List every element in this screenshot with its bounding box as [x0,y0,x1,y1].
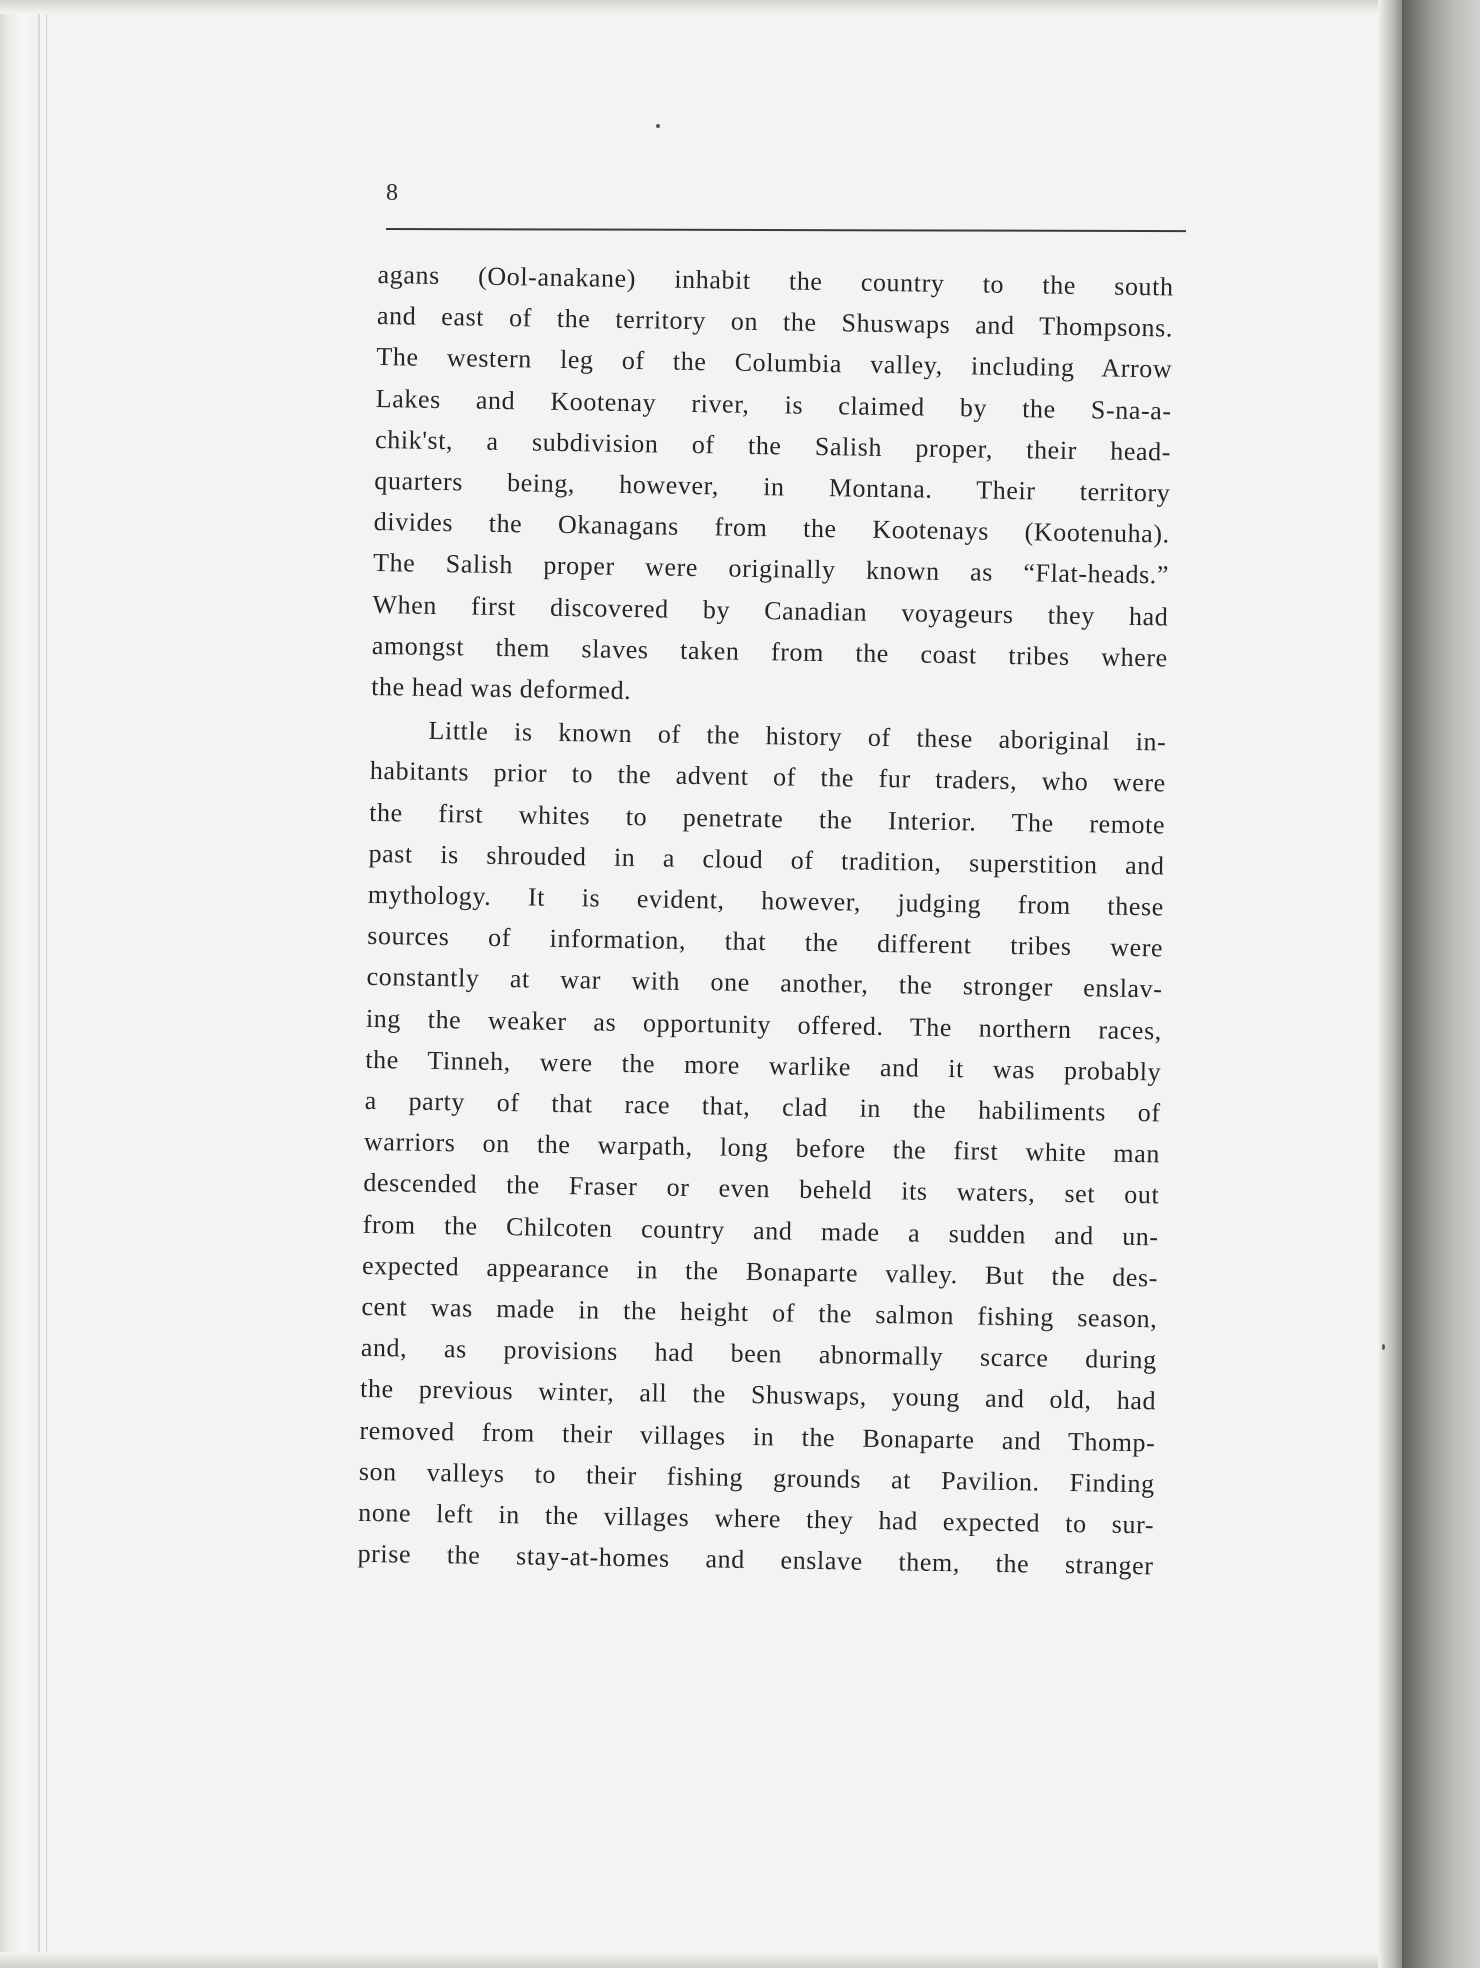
text-line: the previous winter, all the Shuswaps, young and old, had [359,1374,1157,1416]
book-spine-shadow [1378,0,1402,1968]
text-line: expected appearance in the Bonaparte valley. But the des- [361,1250,1159,1293]
text-line: divides the Okanagans from the Kootenays (Kootenuha). [373,507,1170,549]
text-line: the Tinneh, were the more warlike and it was probably [365,1044,1162,1087]
text-line: The Salish proper were originally known as “Flat-heads.” [372,548,1170,590]
text-line: son valleys to their fishing grounds at Pavilion. Finding [358,1456,1156,1499]
book-spine-edge [1402,0,1480,1968]
text-line: ing the weaker as opportunity offered. The northern races, [365,1003,1163,1046]
text-line: agans (Ool-anakane) inhabit the country to the south [377,259,1174,302]
text-line: Lakes and Kootenay river, is claimed by the S-na-a- [375,383,1172,426]
text-line: habitants prior to the advent of the fur traders, who were [369,756,1167,798]
text-line: cent was made in the height of the salmon fishing season, [361,1291,1158,1334]
page-body [357,254,1174,1587]
text-line: sources of information, that the different tribes were [367,921,1164,963]
text-line: none left in the villages where they had expected to sur- [358,1497,1155,1540]
text-line: and east of the territory on the Shuswaps and Thompsons. [376,301,1174,343]
scan-speck [1382,1344,1385,1350]
text-line: the first whites to penetrate the Interior. The remote [369,797,1166,840]
page-number: 8 [386,180,398,206]
text-line: the head was deformed. [370,671,632,706]
text-line: removed from their villages in the Bonaparte and Thomp- [359,1415,1156,1458]
text-line: and, as provisions had been abnormally scarce during [360,1333,1157,1375]
text-line: quarters being, however, in Montana. Their territory [374,465,1171,508]
text-line: When first discovered by Canadian voyageurs they had [372,589,1169,632]
scan-speck [656,124,660,128]
text-line: prise the stay-at-homes and enslave them, the stranger [357,1539,1154,1581]
paragraph-1 [371,254,1174,720]
text-line: constantly at war with one another, the stronger enslav- [366,962,1163,1004]
text-line: amongst them slaves taken from the coast tribes where [371,630,1168,673]
text-line: mythology. It is evident, however, judging from these [367,879,1165,922]
paragraph-2 [357,709,1166,1587]
scan-left-binding-line [38,0,40,1968]
text-line: Little is known of the history of these aboriginal in- [428,716,1167,757]
text-line: The western leg of the Columbia valley, including Arrow [376,342,1173,384]
text-line: warriors on the warpath, long before the first white man [363,1127,1161,1169]
scan-bottom-edge [0,1952,1400,1968]
text-line: past is shrouded in a cloud of tradition, superstition and [368,838,1165,881]
scan-top-edge [0,0,1395,14]
text-line: chik'st, a subdivision of the Salish proper, their head- [374,424,1172,467]
text-line: from the Chilcoten country and made a sudden and un- [362,1209,1159,1252]
text-line: descended the Fraser or even beheld its waters, set out [363,1168,1160,1210]
text-line: a party of that race that, clad in the habiliments of [364,1085,1161,1128]
header-rule [386,228,1186,232]
